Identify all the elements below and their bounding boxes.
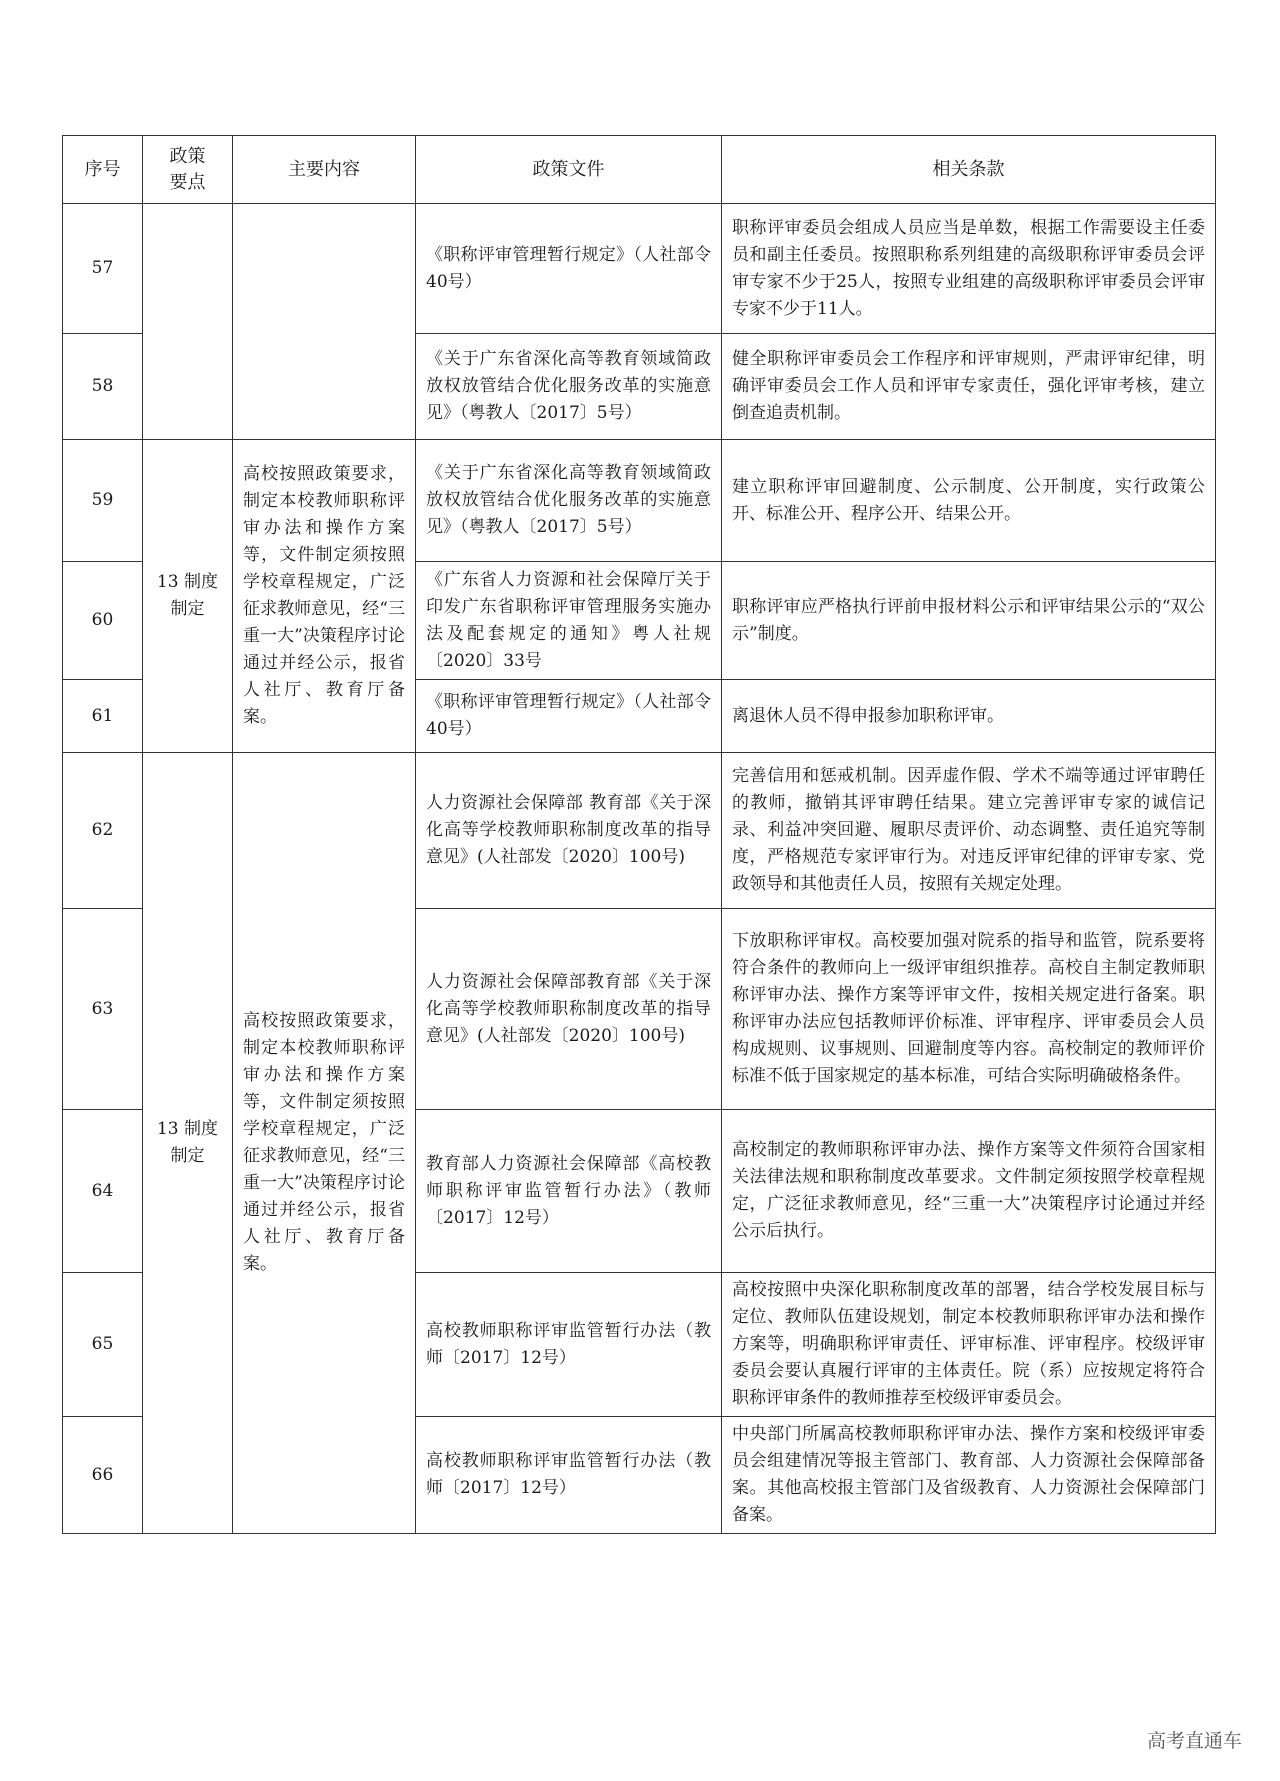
row-number: 60 [63,562,143,680]
row-number: 59 [63,440,143,562]
policy-document: 高校教师职称评审监管暂行办法（教师〔2017〕12号） [416,1417,722,1534]
policy-document: 《职称评审管理暂行规定》（人社部令40号） [416,680,722,753]
related-clause: 建立职称评审回避制度、公示制度、公开制度，实行政策公开、标准公开、程序公开、结果公开。 [722,440,1216,562]
header-content: 主要内容 [233,136,416,204]
header-num: 序号 [63,136,143,204]
policy-document: 教育部人力资源社会保障部《高校教师职称评审监管暂行办法》（教师〔2017〕12号） [416,1110,722,1273]
row-number: 65 [63,1273,143,1417]
row-number: 63 [63,909,143,1110]
related-clause: 职称评审应严格执行评前申报材料公示和评审结果公示的“双公示”制度。 [722,562,1216,680]
policy-point: 13 制度制定 [143,753,233,1534]
row-number: 62 [63,753,143,909]
table-row [63,204,1216,334]
header-doc: 政策文件 [416,136,722,204]
row-number: 64 [63,1110,143,1273]
policy-point-cell [143,204,233,440]
policy-document: 《职称评审管理暂行规定》（人社部令40号） [416,204,722,334]
table-row [63,440,1216,562]
row-number: 57 [63,204,143,334]
main-content-cell [233,204,416,440]
row-number: 66 [63,1417,143,1534]
related-clause: 完善信用和惩戒机制。因弄虚作假、学术不端等通过评审聘任的教师，撤销其评审聘任结果。建立完善评审专家的诚信记录、利益冲突回避、履职尽责评价、动态调整、责任追究等制度，严格规范专家评审行为。对违反评审纪律的评审专家、党政领导和其他责任人员，按照有关规定处理。 [722,753,1216,909]
header-clause: 相关条款 [722,136,1216,204]
row-number: 61 [63,680,143,753]
table-row [63,753,1216,909]
main-content: 高校按照政策要求，制定本校教师职称评审办法和操作方案等，文件制定须按照学校章程规定，广泛征求教师意见，经“三重一大”决策程序讨论通过并经公示，报省人社厅、教育厅备案。 [233,753,416,1534]
related-clause: 健全职称评审委员会工作程序和评审规则，严肃评审纪律，明确评审委员会工作人员和评审专家责任，强化评审考核，建立倒查追责机制。 [722,334,1216,440]
policy-document: 《广东省人力资源和社会保障厅关于印发广东省职称评审管理服务实施办法及配套规定的通知》粤人社规〔2020〕33号 [416,562,722,680]
related-clause: 职称评审委员会组成人员应当是单数，根据工作需要设主任委员和副主任委员。按照职称系列组建的高级职称评审委员会评审专家不少于25人，按照专业组建的高级职称评审委员会评审专家不少于11人。 [722,204,1216,334]
policy-document: 人力资源社会保障部教育部《关于深化高等学校教师职称制度改革的指导意见》(人社部发〔2020〕100号) [416,909,722,1110]
policy-point: 13 制度制定 [143,440,233,753]
related-clause: 高校制定的教师职称评审办法、操作方案等文件须符合国家相关法律法规和职称制度改革要求。文件制定须按照学校章程规定，广泛征求教师意见，经“三重一大”决策程序讨论通过并经公示后执行。 [722,1110,1216,1273]
watermark: 高考直通车 [1146,1730,1242,1752]
related-clause: 高校按照中央深化职称制度改革的部署，结合学校发展目标与定位、教师队伍建设规划，制定本校教师职称评审办法和操作方案等，明确职称评审责任、评审标准、评审程序。校级评审委员会要认真履行评审的主体责任。院（系）应按规定将符合职称评审条件的教师推荐至校级评审委员会。 [722,1273,1216,1417]
related-clause: 离退休人员不得申报参加职称评审。 [722,680,1216,753]
policy-document: 高校教师职称评审监管暂行办法（教师〔2017〕12号） [416,1273,722,1417]
main-content: 高校按照政策要求，制定本校教师职称评审办法和操作方案等，文件制定须按照学校章程规定，广泛征求教师意见，经“三重一大”决策程序讨论通过并经公示，报省人社厅、教育厅备案。 [233,440,416,753]
policy-table [62,135,1216,1534]
policy-document: 《关于广东省深化高等教育领域简政放权放管结合优化服务改革的实施意见》（粤教人〔2017〕5号） [416,440,722,562]
table-header-row [63,136,1216,204]
policy-document: 《关于广东省深化高等教育领域简政放权放管结合优化服务改革的实施意见》（粤教人〔2017〕5号） [416,334,722,440]
row-number: 58 [63,334,143,440]
policy-document: 人力资源社会保障部 教育部《关于深化高等学校教师职称制度改革的指导意见》(人社部发〔2020〕100号) [416,753,722,909]
related-clause: 下放职称评审权。高校要加强对院系的指导和监管，院系要将符合条件的教师向上一级评审组织推荐。高校自主制定教师职称评审办法、操作方案等评审文件，按相关规定进行备案。职称评审办法应包括教师评价标准、评审程序、评审委员会人员构成规则、议事规则、回避制度等内容。高校制定的教师评价标准不低于国家规定的基本标准，可结合实际明确破格条件。 [722,909,1216,1110]
related-clause: 中央部门所属高校教师职称评审办法、操作方案和校级评审委员会组建情况等报主管部门、教育部、人力资源社会保障部备案。其他高校报主管部门及省级教育、人力资源社会保障部门备案。 [722,1417,1216,1534]
header-point: 政策要点 [143,136,233,204]
